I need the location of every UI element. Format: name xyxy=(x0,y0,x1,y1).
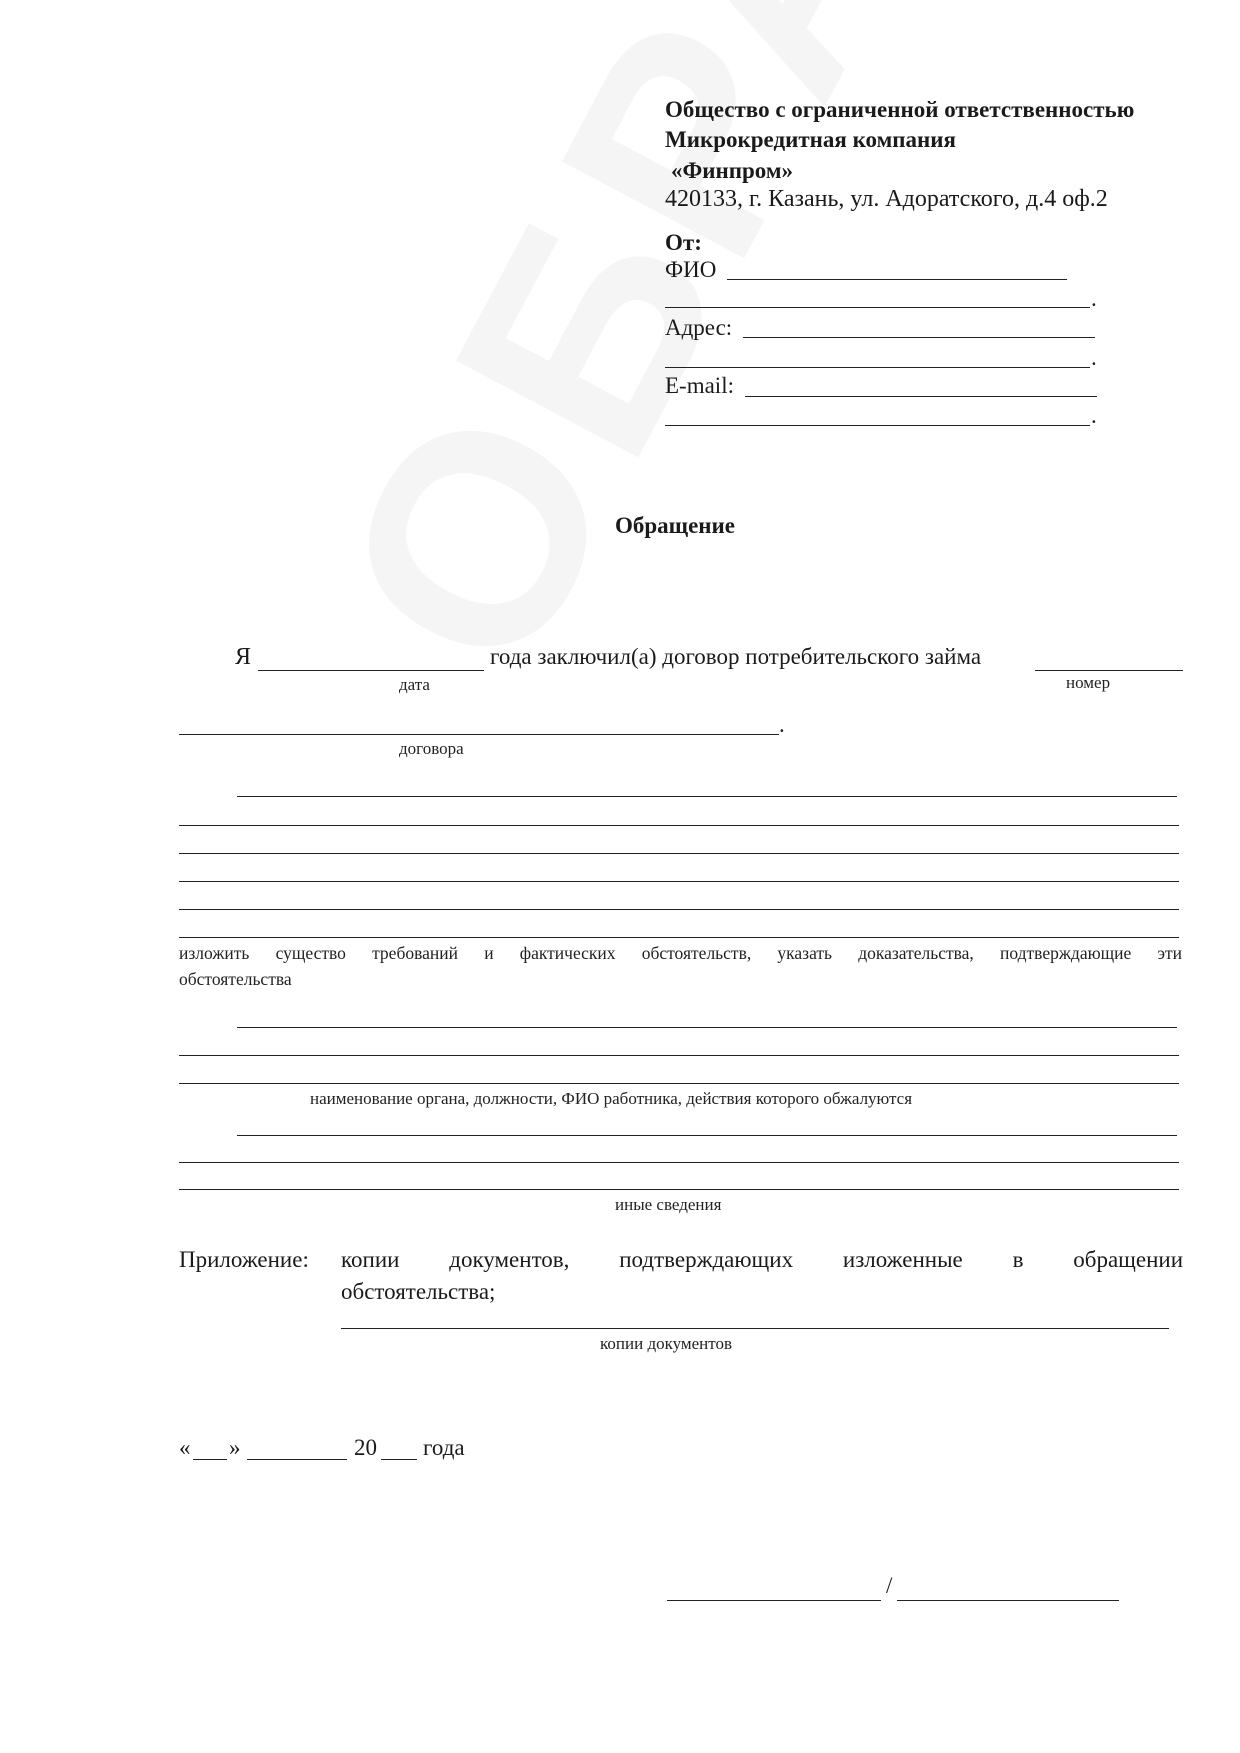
signature-line[interactable] xyxy=(667,1600,881,1601)
address-line[interactable] xyxy=(743,337,1095,338)
contract-number-line-2[interactable] xyxy=(179,734,779,735)
claims-line-1[interactable] xyxy=(237,796,1177,797)
ya-text: Я xyxy=(235,644,252,670)
other-line-1[interactable] xyxy=(237,1135,1177,1136)
date-day-line[interactable] xyxy=(193,1459,227,1460)
caption-number: номер xyxy=(1066,673,1111,692)
caption-date: дата xyxy=(399,675,430,694)
email-line[interactable] xyxy=(745,396,1097,397)
caption-other: иные сведения xyxy=(615,1195,722,1214)
claims-line-6[interactable] xyxy=(179,937,1179,938)
claims-line-3[interactable] xyxy=(179,853,1179,854)
email-label: E-mail: xyxy=(665,373,734,398)
claims-line-4[interactable] xyxy=(179,881,1179,882)
organ-line-2[interactable] xyxy=(179,1055,1179,1056)
document-title: Обращение xyxy=(615,513,736,538)
organ-line-3[interactable] xyxy=(179,1083,1179,1084)
other-line-2[interactable] xyxy=(179,1162,1179,1163)
claims-line-2[interactable] xyxy=(179,825,1179,826)
fio-line-2[interactable] xyxy=(665,307,1090,308)
caption-organ: наименование органа, должности, ФИО работника, действия которого обжалуются xyxy=(310,1089,913,1108)
fio-dot: . xyxy=(1091,286,1097,311)
caption-contract: договора xyxy=(399,739,464,758)
address-line-2[interactable] xyxy=(665,367,1090,368)
date-month-line[interactable] xyxy=(247,1459,347,1460)
from-label: От: xyxy=(665,230,702,255)
contract-number-line[interactable] xyxy=(1035,670,1183,671)
fio-line[interactable] xyxy=(727,279,1067,280)
date-line[interactable] xyxy=(258,670,484,671)
caption-claims-1: изложить существо требований и фактических обстоятельств, указать доказательства, подтверждающие эти xyxy=(179,943,1182,963)
caption-copies: копии документов xyxy=(600,1334,733,1353)
contract-dot: . xyxy=(779,712,785,737)
attachment-text-1: копии документов, подтверждающих изложенные в обращении xyxy=(341,1247,1183,1272)
claims-line-5[interactable] xyxy=(179,909,1179,910)
signature-name-line[interactable] xyxy=(897,1600,1119,1601)
caption-claims-2: обстоятельства xyxy=(179,969,292,989)
date-open-quote: « xyxy=(179,1435,191,1460)
date-year-prefix: 20 xyxy=(354,1435,377,1460)
address-dot: . xyxy=(1091,345,1097,370)
organ-line-1[interactable] xyxy=(237,1027,1177,1028)
fio-label: ФИО xyxy=(665,257,717,282)
address-label: Адрес: xyxy=(665,315,733,340)
email-line-2[interactable] xyxy=(665,425,1090,426)
date-year-line[interactable] xyxy=(381,1459,417,1460)
org-name-line2: Микрокредитная компания xyxy=(665,127,956,152)
attachment-copies-line[interactable] xyxy=(341,1328,1169,1329)
date-close-quote: » xyxy=(229,1435,241,1460)
date-year-suffix: года xyxy=(423,1435,465,1460)
other-line-3[interactable] xyxy=(179,1189,1179,1190)
signature-separator: / xyxy=(886,1573,893,1598)
attachment-text-2: обстоятельства; xyxy=(341,1279,496,1304)
email-dot: . xyxy=(1091,403,1097,428)
contract-text: года заключил(а) договор потребительского займа xyxy=(490,644,982,669)
attachment-label: Приложение: xyxy=(179,1247,309,1272)
org-address: 420133, г. Казань, ул. Адоратского, д.4 оф.2 xyxy=(665,186,1108,212)
org-name-line1: Общество с ограниченной ответственностью xyxy=(665,97,1135,122)
org-name-line3: «Финпром» xyxy=(671,158,794,183)
